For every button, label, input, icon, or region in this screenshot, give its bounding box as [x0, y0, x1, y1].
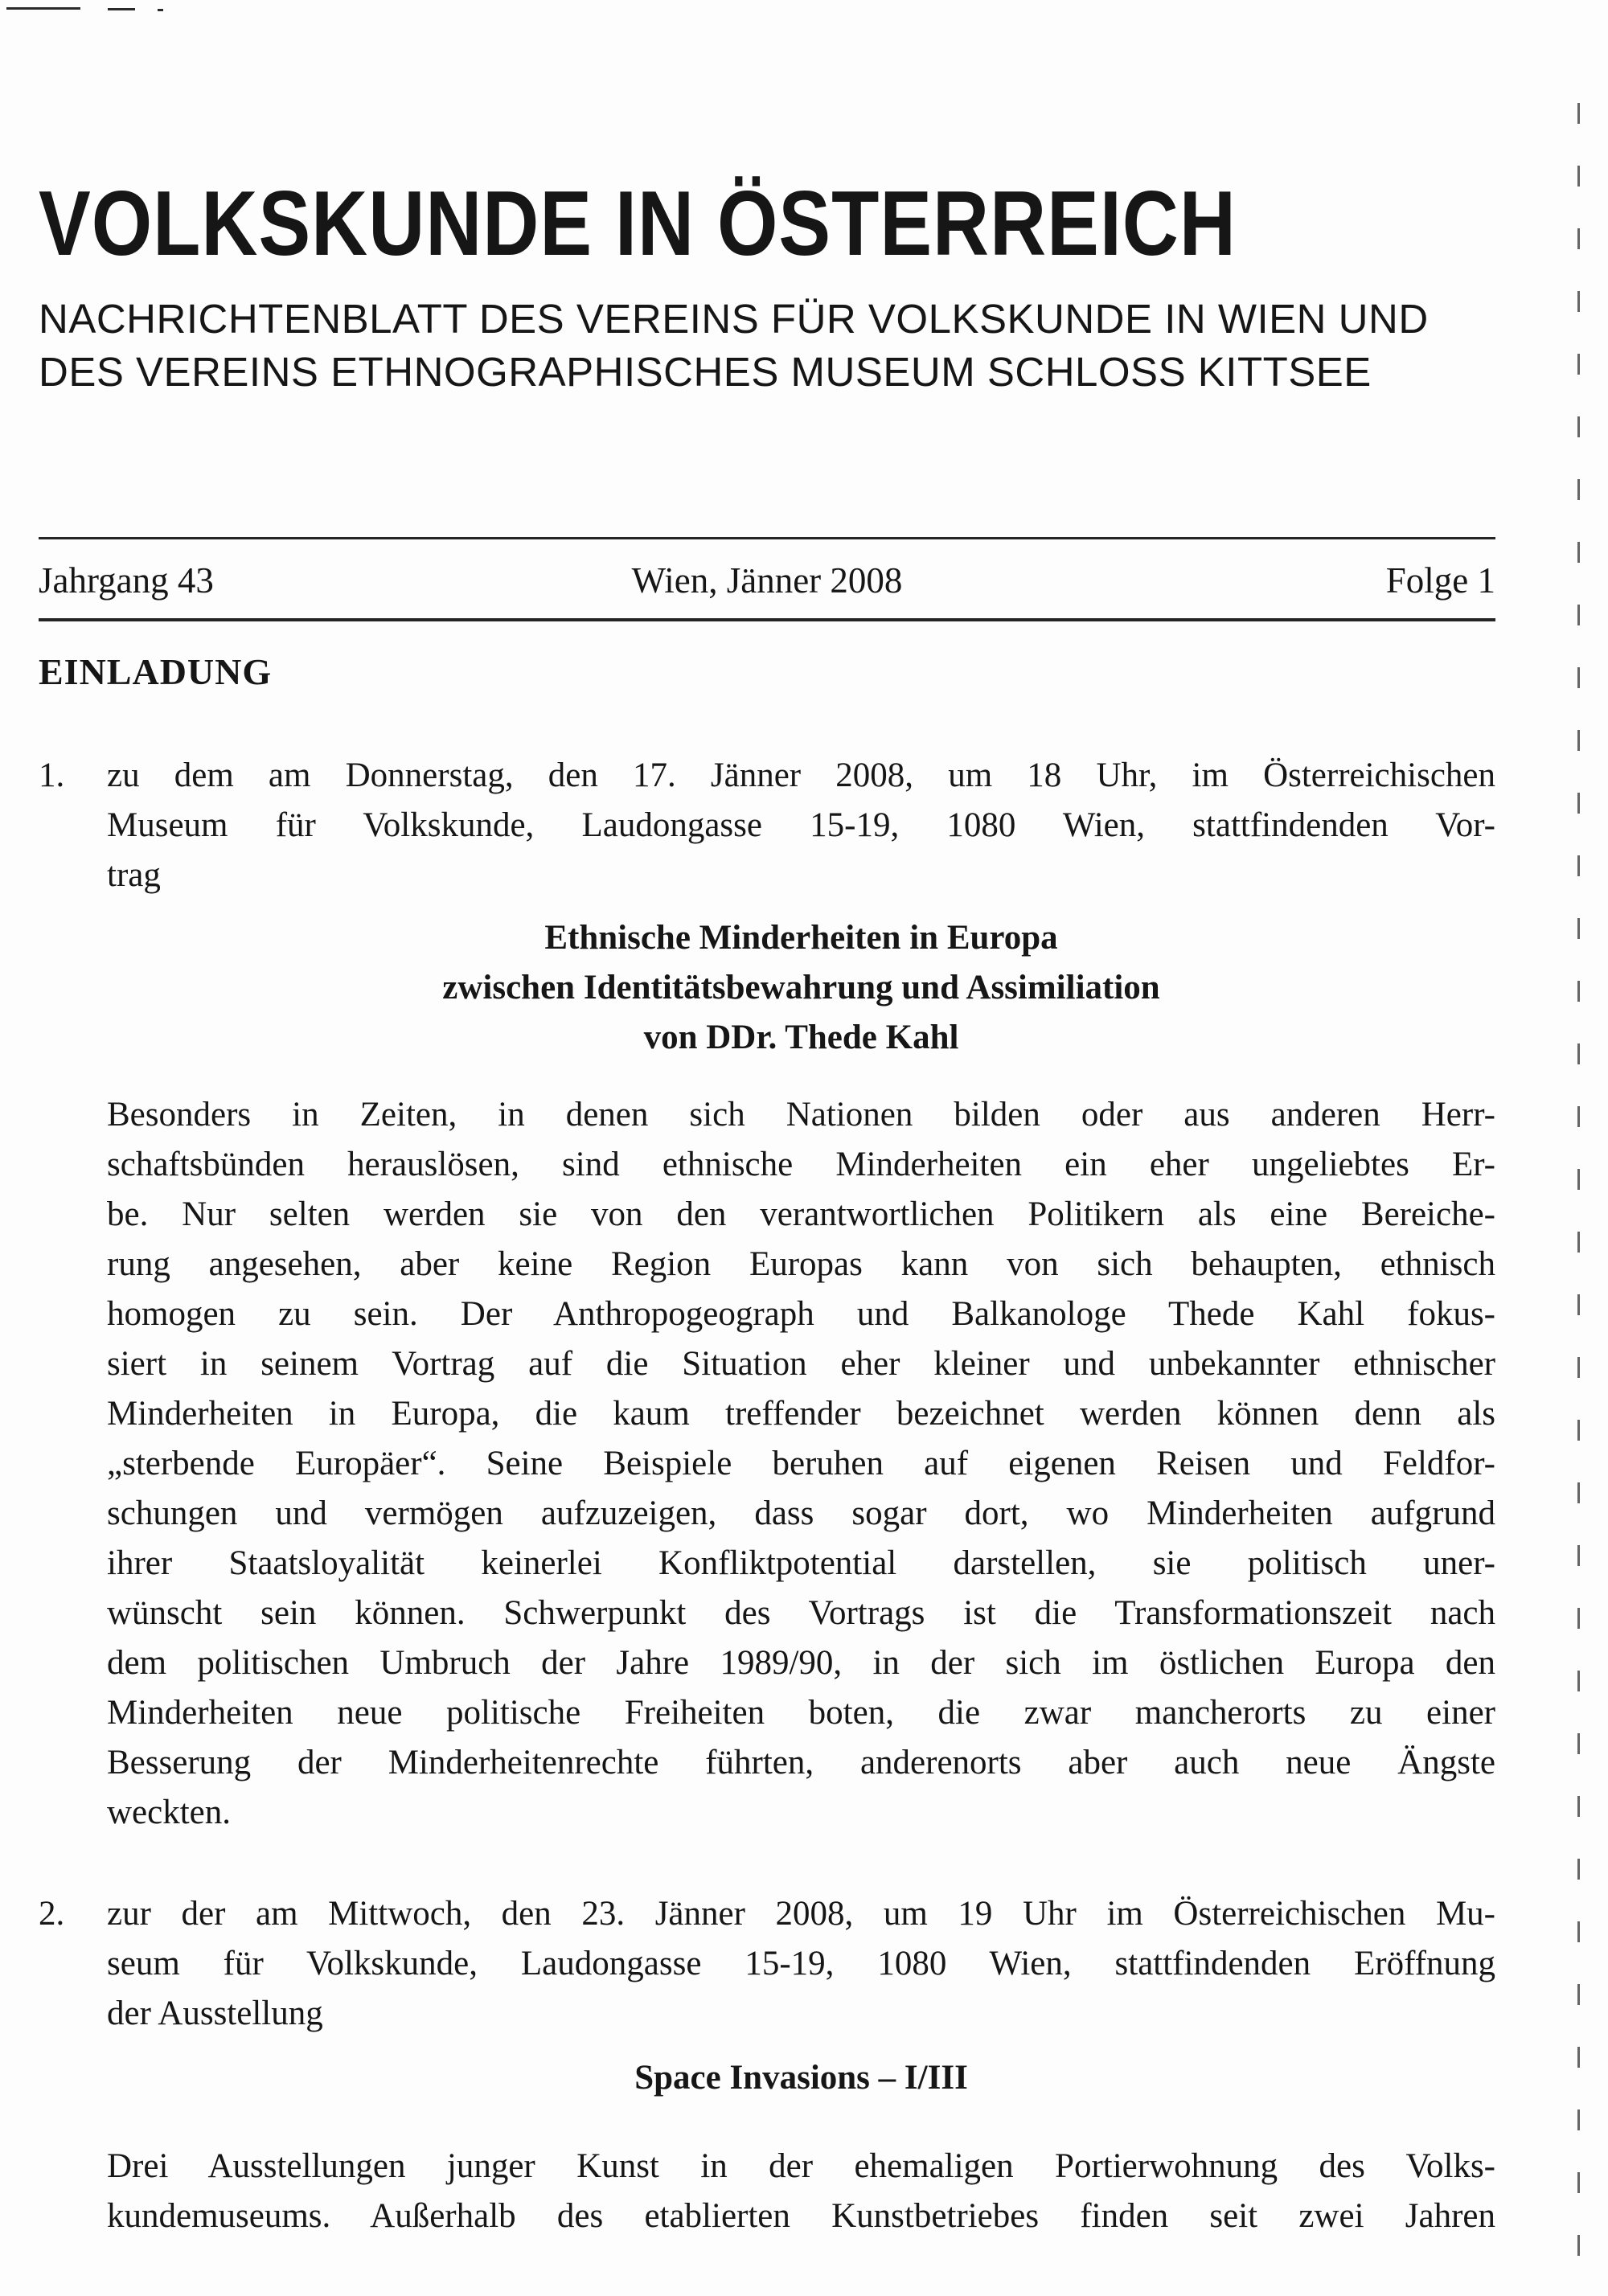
text-line: der Ausstellung [107, 1995, 323, 2033]
text-line: be. Nur selten werden sie von den verantwortlichen Politikern als eine Bereiche- [107, 1195, 1495, 1234]
lecture-abstract [107, 1090, 1495, 1838]
invitation-item-2 [39, 1889, 1495, 2241]
exhibition-title [107, 2053, 1495, 2103]
text-line: kundemuseums. Außerhalb des etablierten Kunstbetriebes finden seit zwei Jahren [107, 2197, 1495, 2236]
text-line: schungen und vermögen aufzuzeigen, dass sogar dort, wo Minderheiten aufgrund [107, 1494, 1495, 1533]
text-line: ihrer Staatsloyalität keinerlei Konfliktpotential darstellen, sie politisch uner- [107, 1544, 1495, 1583]
text-line: zur der am Mittwoch, den 23. Jänner 2008, um 19 Uhr im Österreichischen Mu- [107, 1895, 1495, 1933]
text-line: wünscht sein können. Schwerpunkt des Vortrags ist die Transformationszeit nach [107, 1594, 1495, 1633]
text-line: Museum für Volkskunde, Laudongasse 15-19, 1080 Wien, stattfindenden Vor- [107, 806, 1495, 845]
item-number: 2. [39, 1895, 65, 1933]
text-line: weckten. [107, 1794, 232, 1832]
issue-volume: Jahrgang 43 [39, 560, 214, 601]
text-line: seum für Volkskunde, Laudongasse 15-19, 1080 Wien, stattfindenden Eröffnung [107, 1945, 1495, 1983]
text-line: von DDr. Thede Kahl [643, 1019, 959, 1057]
item-intro [107, 751, 1495, 900]
newsletter-title: VOLKSKUNDE IN ÖSTERREICH [39, 170, 1237, 275]
horizontal-rule-top [39, 537, 1495, 539]
issue-date: Wien, Jänner 2008 [631, 560, 903, 601]
text-line: Besonders in Zeiten, in denen sich Nationen bilden oder aus anderen Herr- [107, 1096, 1495, 1134]
newsletter-subtitle-line1: NACHRICHTENBLATT DES VEREINS FÜR VOLKSKUNDE IN WIEN UND [39, 295, 1429, 342]
text-line: zu dem am Donnerstag, den 17. Jänner 2008, um 18 Uhr, im Österreichischen [107, 756, 1495, 795]
text-line: dem politischen Umbruch der Jahre 1989/90, in der sich im östlichen Europa den [107, 1644, 1495, 1683]
text-line: zwischen Identitätsbewahrung und Assimiliation [442, 969, 1160, 1007]
item-intro [107, 1889, 1495, 2039]
text-line: Ethnische Minderheiten in Europa [544, 919, 1058, 957]
text-line: Minderheiten in Europa, die kaum treffender bezeichnet werden können denn als [107, 1395, 1495, 1433]
exhibition-description [107, 2142, 1495, 2241]
section-heading-einladung: EINLADUNG [39, 651, 273, 693]
text-line: Minderheiten neue politische Freiheiten boten, die zwar mancherorts zu einer [107, 1694, 1495, 1732]
item-content [107, 751, 1495, 1838]
scan-artifact-vertical-line [1577, 103, 1580, 2296]
issue-bar [39, 559, 1495, 602]
scan-artifact-dot [158, 9, 163, 11]
text-line: Space Invasions – I/III [634, 2059, 968, 2097]
text-line: Besserung der Minderheitenrechte führten, anderenorts aber auch neue Ängste [107, 1744, 1495, 1782]
lecture-title [107, 913, 1495, 1063]
text-line: „sterbende Europäer“. Seine Beispiele beruhen auf eigenen Reisen und Feldfor- [107, 1445, 1495, 1483]
invitation-item-1 [39, 751, 1495, 1838]
horizontal-rule-bottom [39, 618, 1495, 621]
text-line: homogen zu sein. Der Anthropogeograph und Balkanologe Thede Kahl fokus- [107, 1295, 1495, 1334]
newsletter-subtitle-line2: DES VEREINS ETHNOGRAPHISCHES MUSEUM SCHLOSS KITTSEE [39, 349, 1372, 396]
issue-number: Folge 1 [1385, 560, 1495, 601]
newsletter-subtitle [39, 293, 1495, 400]
text-line: schaftsbünden herauslösen, sind ethnische Minderheiten ein eher ungeliebtes Er- [107, 1146, 1495, 1184]
text-line: Drei Ausstellungen junger Kunst in der ehemaligen Portierwohnung des Volks- [107, 2147, 1495, 2186]
text-line: trag [107, 856, 161, 895]
masthead [39, 0, 1495, 399]
item-content [107, 1889, 1495, 2241]
scan-artifact-dash [6, 7, 80, 10]
text-line: rung angesehen, aber keine Region Europas kann von sich behaupten, ethnisch [107, 1245, 1495, 1284]
item-number: 1. [39, 756, 65, 795]
scan-artifact-dash [108, 8, 135, 10]
text-line: siert in seinem Vortrag auf die Situation eher kleiner und unbekannter ethnischer [107, 1345, 1495, 1384]
